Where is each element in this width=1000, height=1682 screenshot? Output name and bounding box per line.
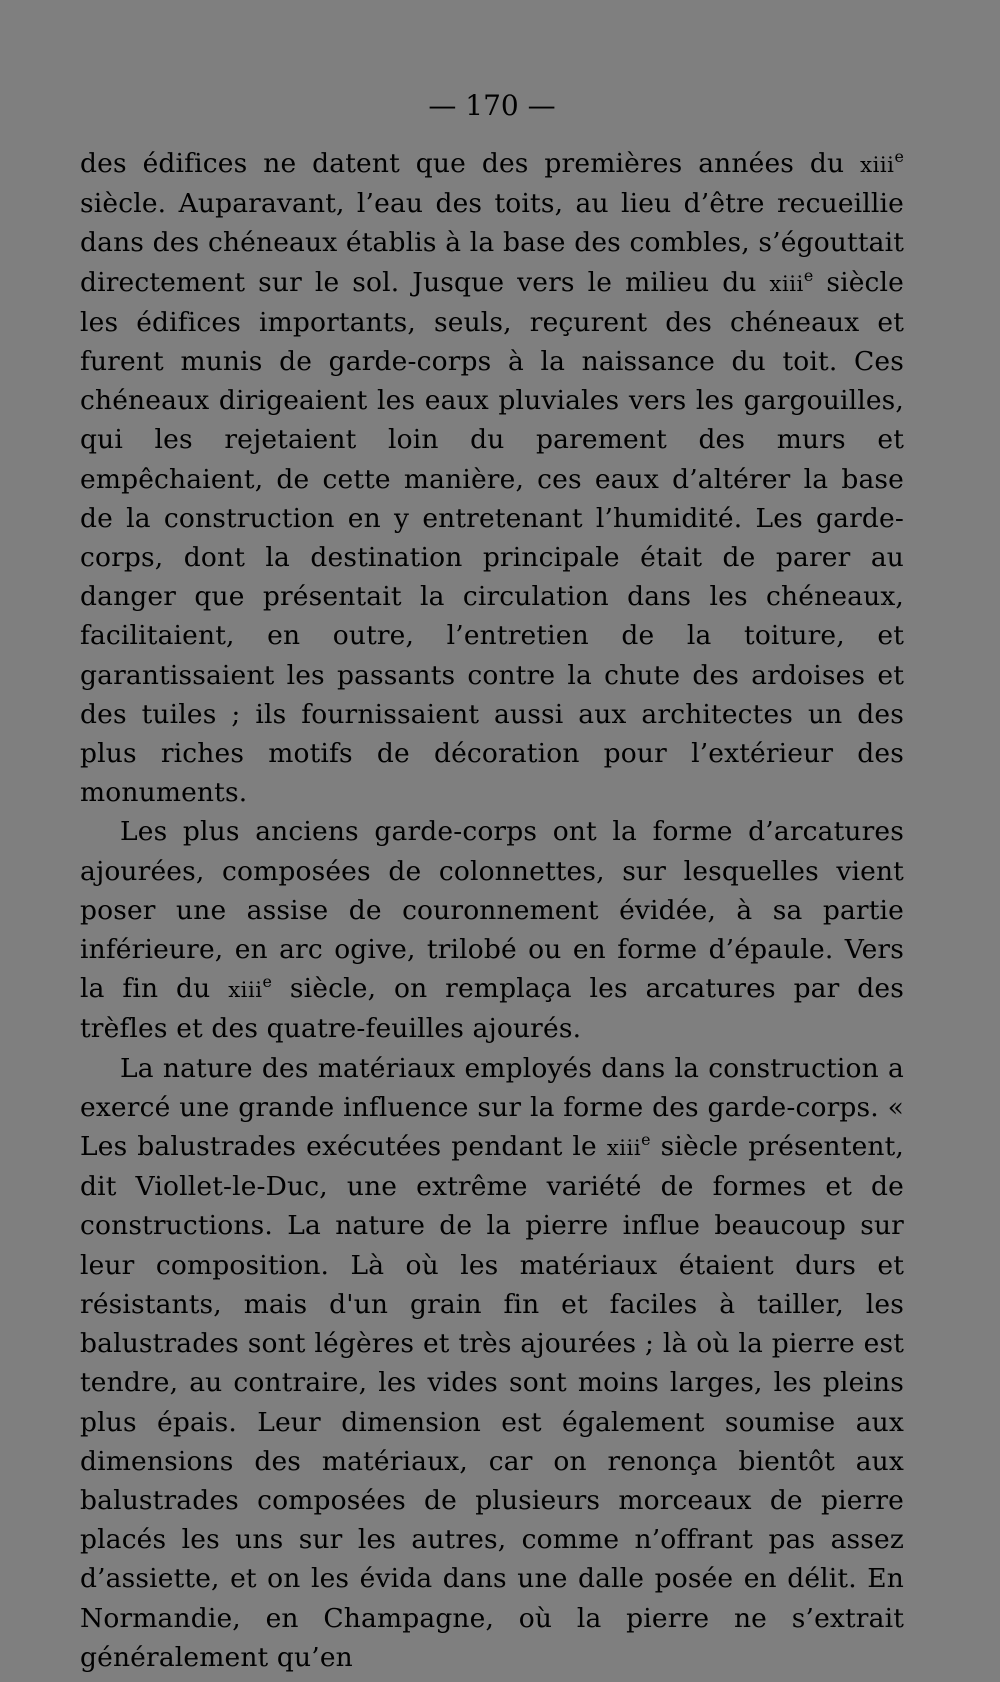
small-caps-century: xiii <box>606 1135 642 1161</box>
small-caps-century: xiii <box>228 977 263 1003</box>
paragraph <box>80 144 904 812</box>
page-number: — 170 — <box>428 89 556 122</box>
text-run: siècle. Auparavant, l’eau des toits, au lieu d’être recueillie dans des chéneaux établis à la base des combles, s’égouttait directement sur le sol. Jusque vers le milieu du <box>80 188 904 298</box>
superscript: e <box>894 147 904 167</box>
paragraph <box>80 812 904 1048</box>
text-run: siècle, on remplaça les arcatures par des trèfles et des quatre-feuilles ajourés. <box>80 973 904 1045</box>
body-text <box>80 144 904 1677</box>
text-run: La nature des matériaux employés dans la construction a exercé une grande influence sur la forme des garde-corps. « Les balustrades exécutées pendant le <box>80 1052 904 1163</box>
superscript: e <box>641 1130 651 1150</box>
text-run: Les plus anciens garde-corps ont la forme d’arcatures ajourées, composées de colonnettes, sur lesquelles vient poser une assise de couronnement évidée, à sa partie inférieure, en arc ogive, trilobé ou en forme d’épaule. Vers la fin du <box>80 816 904 1005</box>
text-run: siècle présentent, dit Viollet-le-Duc, une extrême variété de formes et de constructions. La nature de la pierre influe beaucoup sur leur composition. Là où les matériaux étaient durs et résistants, mais d'un grain fin et faciles à tailler, les balustrades sont légères et très ajourées ; là où la pierre est tendre, au contraire, les vides sont moins larges, les pleins plus épais. Leur dimension est également soumise aux dimensions des matériaux, car on renonça bientôt aux balustrades composées de plusieurs morceaux de pierre placés les uns sur les autres, comme n’offrant pas assez d’assiette, et on les évida dans une dalle posée en délit. En Normandie, en Champagne, où la pierre ne s’extrait généralement qu’en <box>80 1131 904 1673</box>
paragraph <box>80 1049 904 1677</box>
small-caps-century: xiii <box>860 152 895 177</box>
superscript: e <box>803 265 814 285</box>
text-run: siècle les édifices importants, seuls, reçurent des chéneaux et furent munis de garde-corps à la naissance du toit. Ces chéneaux dirigeaient les eaux pluviales vers les gargouilles, qui les rejetaient loin du parement des murs et empêchaient, de cette manière, ces eaux d’altérer la base de la construction en y entretenant l’humidité. Les garde-corps, dont la destination principale était de parer au danger que présentait la circulation dans les chéneaux, facilitaient, en outre, l’entretien de la toiture, et garantissaient les passants contre la chute des ardoises et des tuiles ; ils fournissaient aussi aux architectes un des plus riches motifs de décoration pour l’extérieur des monuments. <box>80 266 904 809</box>
small-caps-century: xiii <box>769 270 804 296</box>
superscript: e <box>262 972 273 992</box>
text-run: des édifices ne datent que des premières années du <box>80 148 861 179</box>
